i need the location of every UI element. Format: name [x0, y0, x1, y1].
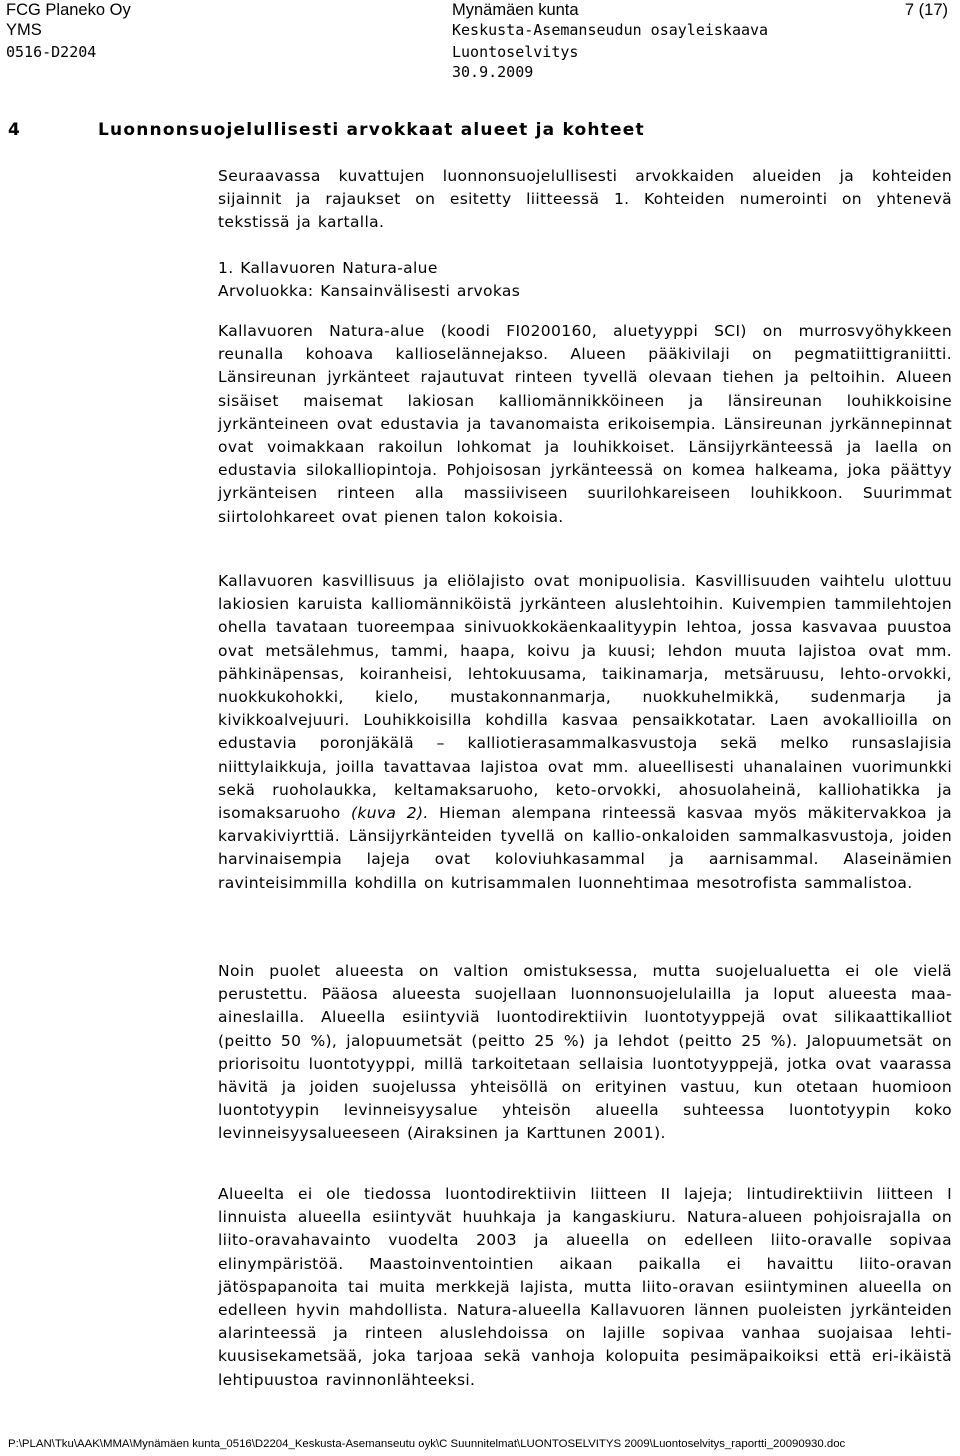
section-title: Luonnonsuojelullisesti arvokkaat alueet ja kohteet	[98, 120, 645, 140]
paragraph-species: Alueelta ei ole tiedossa luontodirektiivin liitteen II lajeja; lintudirektiivin liitteen I linnuista alueella esiintyvät huuhkaja ja kangaskiuru. Natura-alueen pohjoisrajalla on liito-oravahavainto vuodelta 2003 ja alueella on edelleen liito-oravalle sopivaa elinympäristöä. Maastoinventointien aikaan paikalla ei havaittu liito-oravan jätöspapanoita tai muita merkkejä lajista, mutta liito-oravan esiintyminen alueella on edelleen hyvin mahdollista. Natura-alueella Kallavuoren lännen puoleisten jyrkänteiden alarinteessä ja rinteen aluslehdoissa on lajille sopivaa vanhaa suojaisaa lehti-kuusisekametsää, joka tarjoaa sekä vanhoja kolopuita pesimäpaikoiksi että eri-ikäistä lehtipuustoa ravinnonlähteeksi.	[218, 1185, 952, 1389]
header-date: 30.9.2009	[452, 63, 534, 81]
header-municipality: Mynämäen kunta	[452, 1, 579, 19]
footer-file-path: P:\PLAN\Tku\AAK\MMA\Mynämäen kunta_0516\D2204_Keskusta-Asemanseutu oyk\C Suunnitelmat\LUONTOSELVITYS 2009\Luontoselvitys_raportti_20090930.doc	[8, 1438, 846, 1450]
header-company-short: YMS	[6, 21, 42, 39]
header-page-number: 7 (17)	[904, 1, 948, 19]
section-number: 4	[8, 120, 22, 140]
intro-paragraph: Seuraavassa kuvattujen luonnonsuojelullisesti arvokkaiden alueiden ja kohteiden sijainnit ja rajaukset on esitetty liitteessä 1. Kohteiden numerointi on yhtenevä tekstissä ja kartalla.	[218, 167, 952, 232]
header-plan-name: Keskusta-Asemanseudun osayleiskaava	[452, 21, 769, 39]
paragraph-vegetation-text-cont: Hieman alempana rinteessä kasvaa myös mäkitervakkoa ja karvakiviyrttiä. Länsijyrkänteiden tyvellä on kallio-onkaloiden sammalkasvustoja, joiden harvinaisempia lajeja ovat koloviuhkasammal ja aarnisammal. Alaseinämien ravinteisimmilla kohdilla on kutrisammalen luonnehtimaa mesotrofista sammalistoa.	[218, 804, 952, 892]
paragraph-ownership: Noin puolet alueesta on valtion omistuksessa, mutta suojelualuetta ei ole vielä perustettu. Pääosa alueesta suojellaan luonnonsuojelulailla ja loput alueesta maa-aineslailla. Alueella esiintyviä luontodirektiivin luontotyyppejä ovat silikaattikalliot (peitto 50 %), jalopuumetsät (peitto 25 %) ja lehdot (peitto 25 %). Jalopuumetsät on priorisoitu luontotyyppi, millä tarkoitetaan sellaisia luontotyyppejä, jotka ovat vaarassa hävitä ja joiden suojelussa yhteisöllä on erityinen vastuu, kun otetaan huomioon luontotyypin levinneisyysalue yhteisön alueella suhteessa luontotyypin koko levinneisyysalueeseen (Airaksinen ja Karttunen 2001).	[218, 962, 952, 1143]
figure-reference: (kuva 2).	[351, 804, 429, 823]
header-document-title: Luontoselvitys	[452, 43, 579, 61]
header-project-id: 0516-D2204	[6, 43, 97, 61]
item-title: 1. Kallavuoren Natura-alue	[218, 259, 438, 277]
paragraph-description: Kallavuoren Natura-alue (koodi FI0200160, aluetyyppi SCI) on murrosvyöhykkeen reunalla kohoava kallioselännejakso. Alueen pääkivilaji on pegmatiittigraniitti. Länsireunan jyrkänteet rajautuvat rinteen tyvellä olevaan tiehen ja peltoihin. Alueen sisäiset maisemat lakiosan kalliomännikköineen ja länsireunan louhikkoisine jyrkänteineen ovat edustavia ja tavanomaista erikoisempia. Länsireunan jyrkännepinnat ovat voimakkaan rakoilun lohkomat ja louhikkoiset. Länsijyrkänteessä ja laella on edustavia silokalliopintoja. Pohjoisosan jyrkänteessä on komea halkeama, joka päättyy jyrkänteisen rinteen alla massiiviseen suurilohkareiseen louhikkoon. Suurimmat siirtolohkareet ovat pienen talon kokoisia.	[218, 322, 952, 526]
paragraph-vegetation	[218, 570, 952, 895]
header-company: FCG Planeko Oy	[6, 1, 131, 19]
section-heading	[8, 120, 645, 140]
paragraph-vegetation-text: Kallavuoren kasvillisuus ja eliölajisto ovat monipuolisia. Kasvillisuuden vaihtelu ulottuu lakiosien karuista kalliomänniköistä jyrkänteen aluslehtoihin. Kuivempien tammilehtojen ohella tavataan tuoreempaa sinivuokkokäenkaalityypin lehtoa, jossa kasvavaa puustoa ovat metsälehmus, tammi, haapa, koivu ja kuusi; lehdon muuta lajistoa ovat mm. pähkinäpensas, koiranheisi, lehtokuusama, taikinamarja, metsäruusu, lehto-orvokki, nuokkukohokki, kielo, mustakonnanmarja, nuokkuhelmikkä, sudenmarja ja kivikkoalvejuuri. Louhikkoisilla kohdilla kasvaa pensaikkotatar. Laen avokallioilla on edustavia poronjäkälä – kalliotierasammalkasvustoja sekä melko runsaslajisia niittylaikkuja, joilla tavattavaa lajistoa ovat mm. alueellisesti uhanalainen vuorimunkki sekä ruoholaukka, keltamaksaruoho, keto-orvokki, ahosuolaheinä, kalliohatikka ja isomaksaruoho	[218, 572, 952, 823]
item-classification: Arvoluokka: Kansainvälisesti arvokas	[218, 282, 521, 300]
